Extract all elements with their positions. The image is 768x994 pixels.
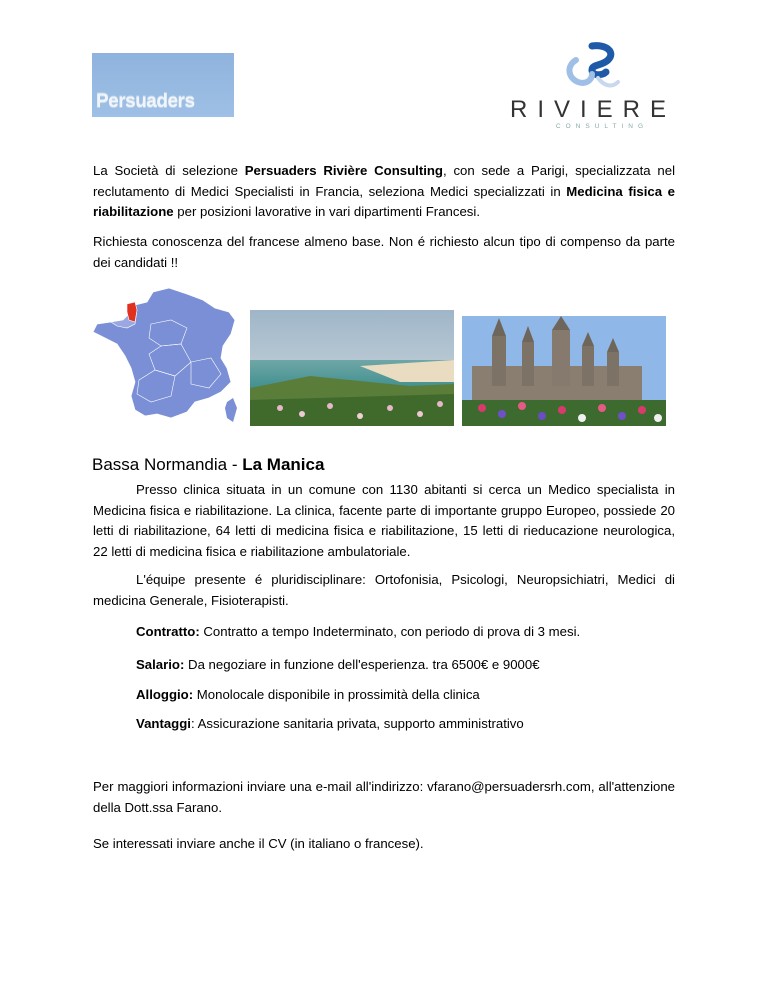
manche-highlight [127, 302, 137, 322]
detail-label: Vantaggi [136, 716, 191, 731]
riviere-logo-sub: CONSULTING [555, 123, 649, 130]
detail-value: Monolocale disponibile in prossimità della clinica [193, 687, 480, 702]
detail-benefits [136, 714, 524, 734]
detail-value: Da negoziare in funzione dell'esperienza. tra 6500€ e 9000€ [184, 657, 540, 672]
detail-contract [136, 622, 580, 642]
detail-value: : Assicurazione sanitaria privata, supporto amministrativo [190, 716, 524, 731]
region-name: Bassa Normandia [92, 455, 228, 474]
beach-photo [250, 310, 454, 426]
detail-housing [136, 685, 480, 705]
clinic-description [93, 480, 675, 562]
abbey-photo [462, 316, 666, 426]
persuaders-logo-text: Persuaders [96, 91, 195, 112]
requirements-paragraph: Richiesta conoscenza del francese almeno base. Non é richiesto alcun tipo di compenso da parte dei candidati !! [93, 234, 675, 270]
section-heading [92, 455, 324, 475]
department-name: La Manica [242, 455, 325, 474]
team-description-text: L'équipe presente é pluridisciplinare: Ortofonisia, Psicologi, Neuropsichiatri, Medici di medicina Generale, Fisioterapisti. [93, 572, 675, 608]
intro-paragraph [93, 161, 675, 223]
intro-text: per posizioni lavorative in vari dipartimenti Francesi. [173, 204, 480, 219]
intro-text: La Società di selezione [93, 163, 245, 178]
riviere-swirl-icon [562, 42, 622, 94]
detail-label: Contratto: [136, 624, 200, 639]
riviere-logo [510, 40, 676, 132]
contact-paragraph: Per maggiori informazioni inviare una e-mail all'indirizzo: vfarano@persuadersrh.com, all'attenzione della Dott.ssa Farano. [93, 779, 675, 815]
cv-note: Se interessati inviare anche il CV (in italiano o francese). [93, 836, 424, 851]
detail-label: Alloggio: [136, 687, 194, 702]
detail-salary [136, 655, 540, 675]
clinic-description-text: Presso clinica situata in un comune con 1130 abitanti si cerca un Medico specialista in Medicina fisica e riabilitazione. La clinica, facente parte di importante gruppo Europeo, possiede 20 letti di riabilitazione, 64 letti di medicina fisica e riabilitazione, 15 letti di rieducazione neurologica, 22 letti di medicina fisica e riabilitazione ambulatoriale. [93, 482, 675, 559]
persuaders-logo [92, 53, 234, 117]
riviere-logo-word: RIVIERE [510, 96, 677, 123]
company-name: Persuaders Rivière Consulting [244, 163, 443, 178]
heading-separator: - [227, 455, 243, 474]
detail-value: Contratto a tempo Indeterminato, con periodo di prova di 3 mesi. [199, 624, 581, 639]
intro-text: , con sede a Parigi, specializzata nel reclutamento di Medici Specialisti in Francia, seleziona Medici specializzati in [93, 163, 675, 199]
specialty-name: Medicina fisica e riabilitazione [93, 183, 676, 219]
france-map-image [91, 284, 241, 426]
team-description [93, 570, 675, 611]
detail-label: Salario: [136, 657, 185, 672]
